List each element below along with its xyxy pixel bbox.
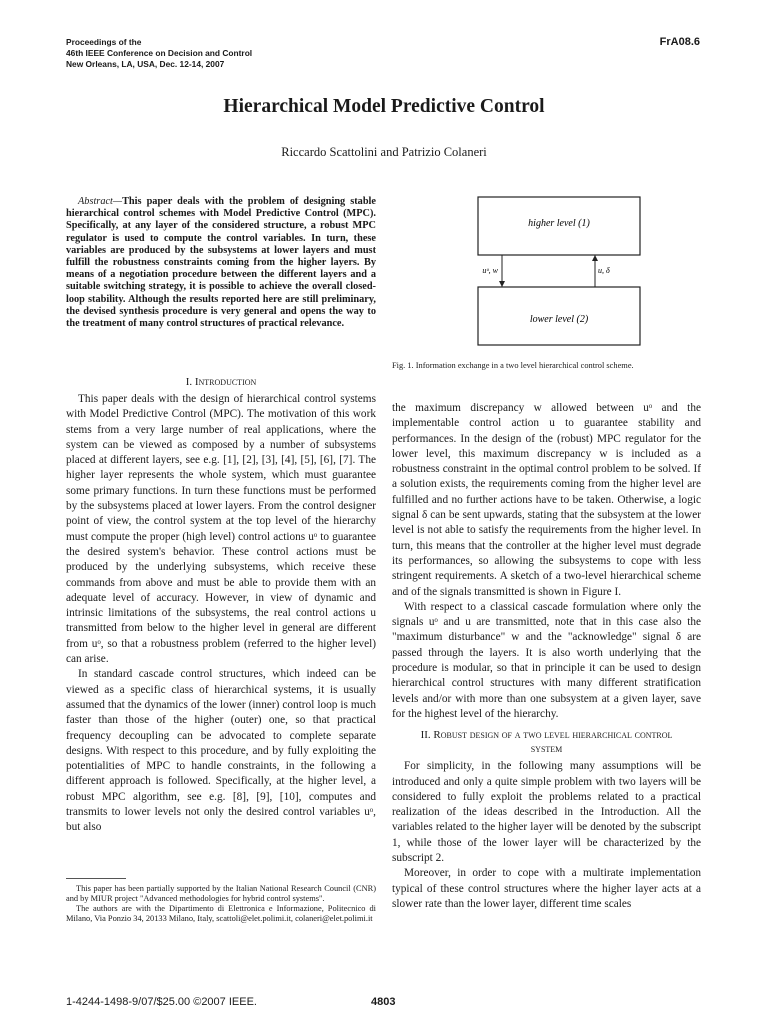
section-2-paragraph-1: For simplicity, in the following many assumptions will be introduced and only a quite simple problem with two layers will be considered to fully exploit the problems related to a practical realization of the ideas described in the Introduction. All the variables related to the higher layer will be denoted by the subscript 1, while those of the lower layer will be characterized by the subscript 2. [392,760,701,865]
abstract-label: Abstract— [78,196,123,207]
section-1-heading: I. Introduction [185,376,257,388]
figure-1-diagram [440,190,680,360]
right-paragraph-2: With respect to a classical cascade formulation where only the signals uᵒ and u are transmitted, note that in this case also the "maximum disturbance" w and the "acknowledge" signal δ are passed through the layers. It is also worth underlying that the procedure is modular, so that in principle it can be used to design hierarchical control structures with many different stratification levels and/or with more than one subsystem at a given layer, save for the highest level of the hierarchy. [392,600,701,720]
up-signal-label: u, δ [598,266,610,275]
paper-title: Hierarchical Model Predictive Control [223,96,545,117]
left-column-body [66,375,376,836]
footnote-affiliation: The authors are with the Dipartimento di Elettronica e Informazione, Politecnico di Milano, Via Ponzio 34, 20133 Milano, Italy, scattoli@elet.polimi.it, colaneri@elet.polimi.it [66,904,376,923]
proceedings-header [66,37,252,70]
paper-id: FrA08.6 [659,36,700,48]
abstract [66,196,376,330]
intro-paragraph-1: This paper deals with the design of hierarchical control systems with Model Predictive Control (MPC). The motivation of this work stems from a very large number of real applications, where the system can be viewed as composed by a number of subsystems placed at different layers, see e.g. [1], [2], [3], [4], [5], [6], [7]. The higher layer represents the whole system, which must guarantee some primary functions. In turn these functions must be performed by the subsystems placed at lower layers. From the control designer point of view, the control system at the top level of the hierarchy must compute the proper (high level) control actions uᵒ to guarantee the desired system's behavior. These control actions must be produced by the underlying subsystems, which receive these commands from above and must be able to provide them with an adequate level of accuracy. However, in view of dynamic and intrinsic limitations of the subsystems, the real control actions u transmitted from below to the higher level in general are different from uᵒ, so that a robustness problem (referred to the higher level) can arise. [66,393,376,666]
proceedings-line-2: 46th IEEE Conference on Decision and Control [66,48,253,58]
footnotes [66,884,376,924]
figure-1-caption: Fig. 1. Information exchange in a two level hierarchical control scheme. [392,361,634,370]
section-2-heading: II. Robust design of a two level hierarchical control system [420,729,673,756]
proceedings-line-3: New Orleans, LA, USA, Dec. 12-14, 2007 [66,59,225,69]
page-number: 4803 [371,996,396,1008]
footnote-rule [66,878,126,879]
down-signal-label: uᵒ, w [482,266,498,275]
proceedings-line-1: Proceedings of the [66,37,142,47]
section-2-paragraph-2: Moreover, in order to cope with a multirate implementation typical of these control structures where the higher layer acts at a slower rate than the lower layer, different time scales [392,867,701,910]
intro-paragraph-2: In standard cascade control structures, which indeed can be viewed as a specific class of hierarchical systems, it is usually assumed that the dynamics of the lower (inner) control loop is much faster than those of the higher (outer) one, so that practical frequency decoupling can be advocated to complete separate designs. With respect to this procedure, and by fully exploiting the potentialities of MPC to handle constraints, in the following a different approach is followed. Specifically, at the higher level, a robust MPC algorithm, see e.g. [8], [9], [10], computes and transmits to lower levels not only the desired control variables uᵒ, but also [66,668,376,834]
abstract-text: This paper deals with the problem of designing stable hierarchical control schemes with Model Predictive Control (MPC). Specifically, at any layer of the considered structure, a robust MPC regulator is used to compute the control variables. In turn, these variables are produced by the subsystems at lower layers and must fulfill the robustness constraints coming from the higher layers. By means of a negotiation procedure between the different layers and a suitable switching strategy, it is possible to achieve the overall closed-loop stability. Although the results reported here are still preliminary, the devised synthesis procedure is very general and opens the way to the treatment of many control structures of practical relevance. [66,196,376,330]
right-paragraph-1: the maximum discrepancy w allowed between uᵒ and the implementable control action u to guarantee stability and performances. In the design of the (robust) MPC regulator for the lower level, this maximum discrepancy w is included as a robustness constraint in the optimal control problem to be solved. If a solution exists, the requirements coming from the higher level are fulfilled and no further actions have to be taken. Otherwise, a logic signal δ can be sent upwards, stating that the subsystem at the lower level is not able to satisfy the requirements from the higher level. In turn, this means that the controller at the higher level must degrade its performances, so allowing the subsystems to cope with less stringent requirements. A sketch of a two-level hierarchical scheme and of the signals transmitted is shown in Figure I. [392,402,701,598]
lower-level-label: lower level (2) [529,314,589,325]
copyright-line: 1-4244-1498-9/07/$25.00 ©2007 IEEE. [66,996,257,1008]
down-arrow-head [499,281,505,287]
higher-level-label: higher level (1) [528,218,590,229]
right-column-body [392,401,701,912]
paper-authors: Riccardo Scattolini and Patrizio Colaneri [281,145,487,159]
footnote-funding: This paper has been partially supported by the Italian National Research Council (CNR) and by MIUR project "Advanced methodologies for hybrid control systems". [66,884,376,903]
up-arrow-head [592,255,598,261]
